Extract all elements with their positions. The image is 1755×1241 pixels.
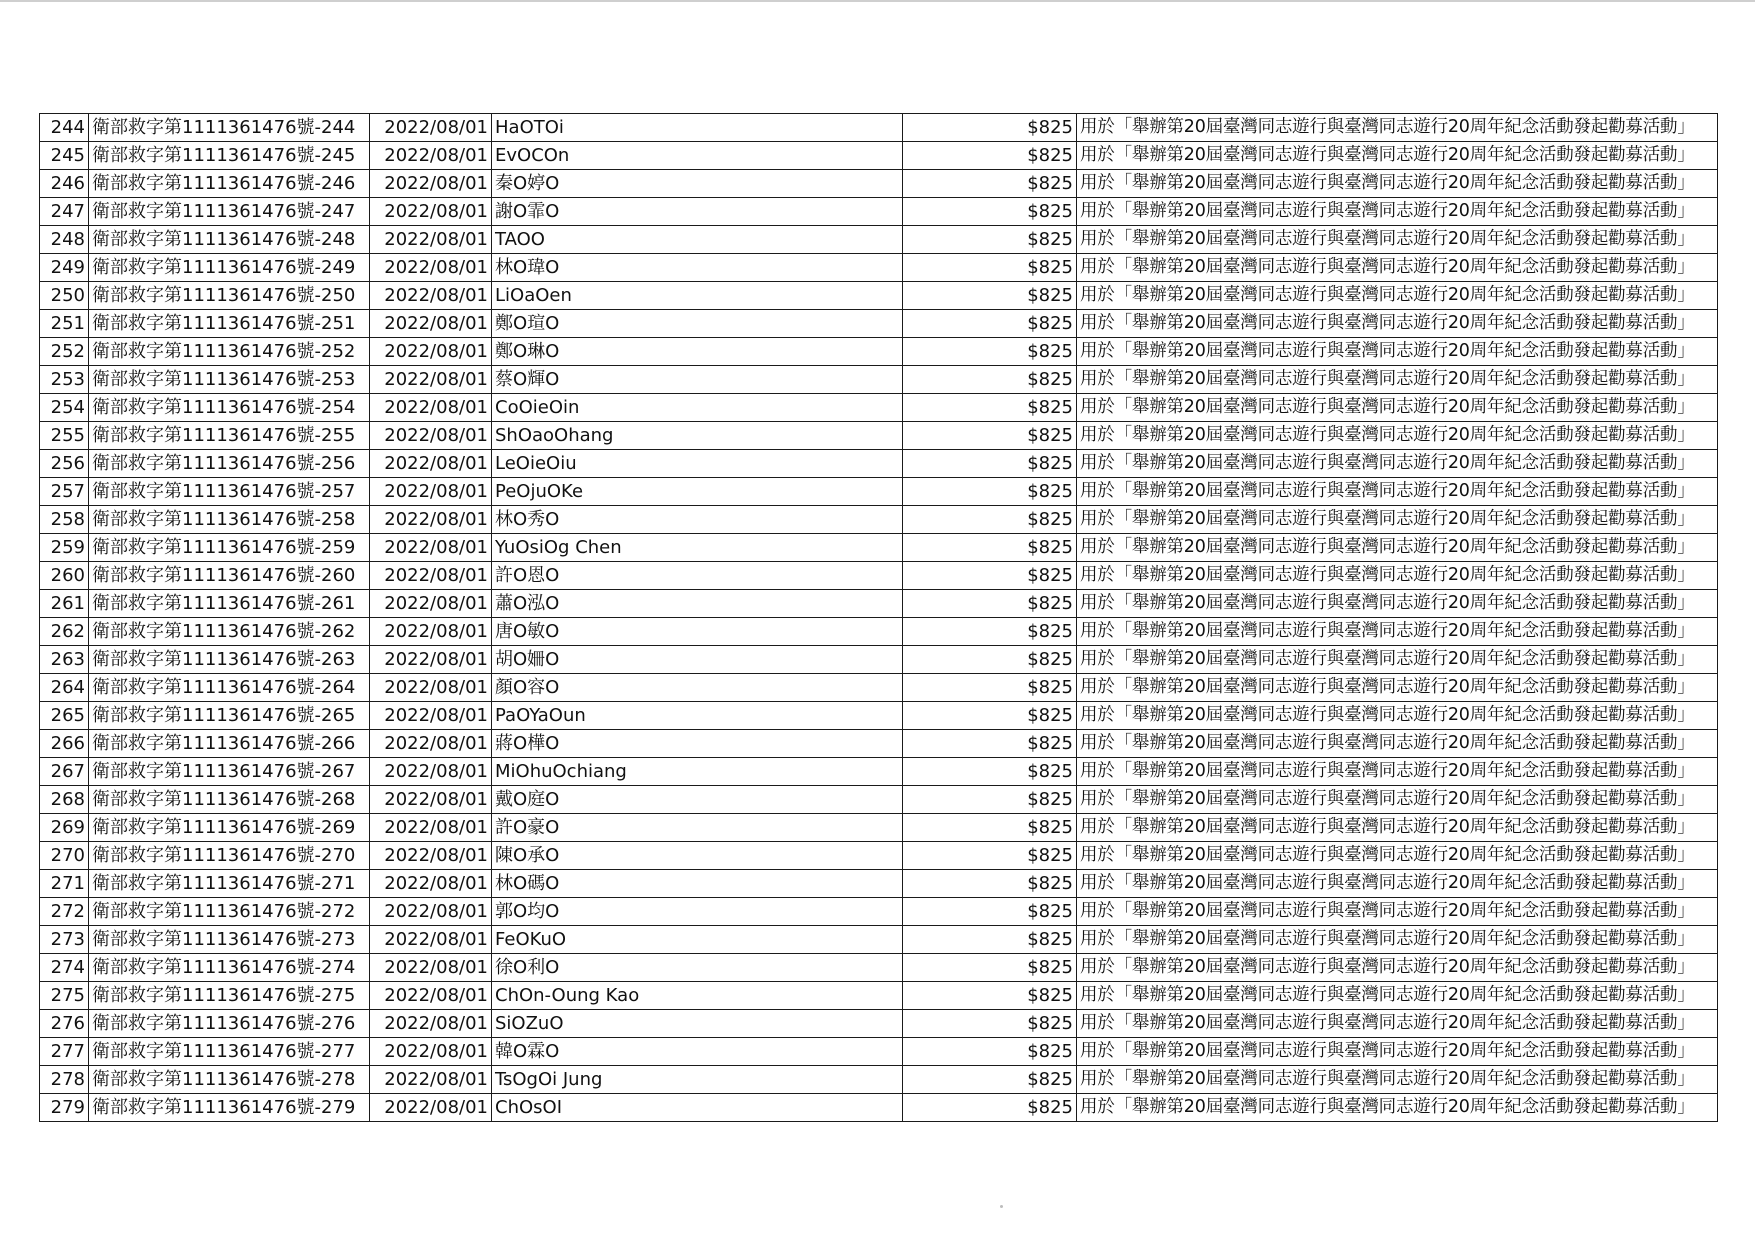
amount-cell: $825	[903, 926, 1077, 954]
donation-receipt-table	[39, 113, 1718, 1122]
sequence-number-cell: 263	[40, 646, 89, 674]
sequence-number-cell: 260	[40, 562, 89, 590]
date-cell: 2022/08/01	[370, 590, 492, 618]
date-cell: 2022/08/01	[370, 814, 492, 842]
purpose-cell: 用於「舉辦第20屆臺灣同志遊行與臺灣同志遊行20周年紀念活動發起勸募活動」	[1077, 394, 1718, 422]
date-cell: 2022/08/01	[370, 478, 492, 506]
table-row	[40, 674, 1718, 702]
amount-cell: $825	[903, 842, 1077, 870]
purpose-cell: 用於「舉辦第20屆臺灣同志遊行與臺灣同志遊行20周年紀念活動發起勸募活動」	[1077, 254, 1718, 282]
donor-name-cell: SiOZuO	[492, 1010, 903, 1038]
table-row	[40, 478, 1718, 506]
sequence-number-cell: 271	[40, 870, 89, 898]
table-row	[40, 1094, 1718, 1122]
donor-name-cell: 蔣O樺O	[492, 730, 903, 758]
table-row	[40, 1066, 1718, 1094]
table-row	[40, 1038, 1718, 1066]
amount-cell: $825	[903, 1066, 1077, 1094]
document-number-cell: 衛部救字第1111361476號-251	[89, 310, 370, 338]
amount-cell: $825	[903, 310, 1077, 338]
sequence-number-cell: 244	[40, 114, 89, 142]
document-number-cell: 衛部救字第1111361476號-257	[89, 478, 370, 506]
table-row	[40, 1010, 1718, 1038]
donor-name-cell: 林O瑋O	[492, 254, 903, 282]
table-row	[40, 898, 1718, 926]
amount-cell: $825	[903, 786, 1077, 814]
sequence-number-cell: 278	[40, 1066, 89, 1094]
sequence-number-cell: 276	[40, 1010, 89, 1038]
sequence-number-cell: 275	[40, 982, 89, 1010]
document-number-cell: 衛部救字第1111361476號-278	[89, 1066, 370, 1094]
donor-name-cell: ShOaoOhang	[492, 422, 903, 450]
purpose-cell: 用於「舉辦第20屆臺灣同志遊行與臺灣同志遊行20周年紀念活動發起勸募活動」	[1077, 898, 1718, 926]
amount-cell: $825	[903, 422, 1077, 450]
table-row	[40, 450, 1718, 478]
amount-cell: $825	[903, 254, 1077, 282]
document-number-cell: 衛部救字第1111361476號-261	[89, 590, 370, 618]
donor-name-cell: CoOieOin	[492, 394, 903, 422]
amount-cell: $825	[903, 1010, 1077, 1038]
table-row	[40, 170, 1718, 198]
document-number-cell: 衛部救字第1111361476號-264	[89, 674, 370, 702]
sequence-number-cell: 269	[40, 814, 89, 842]
donor-name-cell: HaOTOi	[492, 114, 903, 142]
amount-cell: $825	[903, 338, 1077, 366]
document-number-cell: 衛部救字第1111361476號-262	[89, 618, 370, 646]
document-number-cell: 衛部救字第1111361476號-250	[89, 282, 370, 310]
sequence-number-cell: 251	[40, 310, 89, 338]
date-cell: 2022/08/01	[370, 506, 492, 534]
amount-cell: $825	[903, 982, 1077, 1010]
purpose-cell: 用於「舉辦第20屆臺灣同志遊行與臺灣同志遊行20周年紀念活動發起勸募活動」	[1077, 198, 1718, 226]
sequence-number-cell: 277	[40, 1038, 89, 1066]
table-row	[40, 870, 1718, 898]
date-cell: 2022/08/01	[370, 758, 492, 786]
purpose-cell: 用於「舉辦第20屆臺灣同志遊行與臺灣同志遊行20周年紀念活動發起勸募活動」	[1077, 282, 1718, 310]
date-cell: 2022/08/01	[370, 954, 492, 982]
date-cell: 2022/08/01	[370, 394, 492, 422]
table-row	[40, 366, 1718, 394]
amount-cell: $825	[903, 114, 1077, 142]
donor-name-cell: 蔡O輝O	[492, 366, 903, 394]
amount-cell: $825	[903, 394, 1077, 422]
sequence-number-cell: 266	[40, 730, 89, 758]
purpose-cell: 用於「舉辦第20屆臺灣同志遊行與臺灣同志遊行20周年紀念活動發起勸募活動」	[1077, 422, 1718, 450]
donor-name-cell: MiOhuOchiang	[492, 758, 903, 786]
document-number-cell: 衛部救字第1111361476號-260	[89, 562, 370, 590]
donor-name-cell: PaOYaOun	[492, 702, 903, 730]
amount-cell: $825	[903, 870, 1077, 898]
sequence-number-cell: 245	[40, 142, 89, 170]
amount-cell: $825	[903, 674, 1077, 702]
donor-name-cell: YuOsiOg Chen	[492, 534, 903, 562]
purpose-cell: 用於「舉辦第20屆臺灣同志遊行與臺灣同志遊行20周年紀念活動發起勸募活動」	[1077, 646, 1718, 674]
sequence-number-cell: 252	[40, 338, 89, 366]
table-row	[40, 646, 1718, 674]
donor-name-cell: ChOsOI	[492, 1094, 903, 1122]
sequence-number-cell: 253	[40, 366, 89, 394]
document-number-cell: 衛部救字第1111361476號-259	[89, 534, 370, 562]
document-number-cell: 衛部救字第1111361476號-246	[89, 170, 370, 198]
amount-cell: $825	[903, 1094, 1077, 1122]
purpose-cell: 用於「舉辦第20屆臺灣同志遊行與臺灣同志遊行20周年紀念活動發起勸募活動」	[1077, 450, 1718, 478]
table-row	[40, 114, 1718, 142]
document-number-cell: 衛部救字第1111361476號-276	[89, 1010, 370, 1038]
amount-cell: $825	[903, 590, 1077, 618]
table-row	[40, 506, 1718, 534]
table-row	[40, 842, 1718, 870]
donor-name-cell: LeOieOiu	[492, 450, 903, 478]
document-number-cell: 衛部救字第1111361476號-272	[89, 898, 370, 926]
table-row	[40, 702, 1718, 730]
amount-cell: $825	[903, 562, 1077, 590]
amount-cell: $825	[903, 170, 1077, 198]
document-number-cell: 衛部救字第1111361476號-275	[89, 982, 370, 1010]
purpose-cell: 用於「舉辦第20屆臺灣同志遊行與臺灣同志遊行20周年紀念活動發起勸募活動」	[1077, 1038, 1718, 1066]
document-number-cell: 衛部救字第1111361476號-248	[89, 226, 370, 254]
document-number-cell: 衛部救字第1111361476號-279	[89, 1094, 370, 1122]
sequence-number-cell: 264	[40, 674, 89, 702]
document-number-cell: 衛部救字第1111361476號-270	[89, 842, 370, 870]
purpose-cell: 用於「舉辦第20屆臺灣同志遊行與臺灣同志遊行20周年紀念活動發起勸募活動」	[1077, 506, 1718, 534]
date-cell: 2022/08/01	[370, 1066, 492, 1094]
amount-cell: $825	[903, 534, 1077, 562]
table-row	[40, 198, 1718, 226]
sequence-number-cell: 272	[40, 898, 89, 926]
amount-cell: $825	[903, 198, 1077, 226]
donor-name-cell: 鄭O琳O	[492, 338, 903, 366]
table-row	[40, 226, 1718, 254]
purpose-cell: 用於「舉辦第20屆臺灣同志遊行與臺灣同志遊行20周年紀念活動發起勸募活動」	[1077, 366, 1718, 394]
donor-name-cell: 唐O敏O	[492, 618, 903, 646]
donor-name-cell: 戴O庭O	[492, 786, 903, 814]
document-number-cell: 衛部救字第1111361476號-273	[89, 926, 370, 954]
donor-name-cell: 陳O承O	[492, 842, 903, 870]
purpose-cell: 用於「舉辦第20屆臺灣同志遊行與臺灣同志遊行20周年紀念活動發起勸募活動」	[1077, 1010, 1718, 1038]
purpose-cell: 用於「舉辦第20屆臺灣同志遊行與臺灣同志遊行20周年紀念活動發起勸募活動」	[1077, 338, 1718, 366]
amount-cell: $825	[903, 1038, 1077, 1066]
purpose-cell: 用於「舉辦第20屆臺灣同志遊行與臺灣同志遊行20周年紀念活動發起勸募活動」	[1077, 310, 1718, 338]
donor-name-cell: 徐O利O	[492, 954, 903, 982]
donor-name-cell: LiOaOen	[492, 282, 903, 310]
donor-name-cell: 胡O姍O	[492, 646, 903, 674]
amount-cell: $825	[903, 142, 1077, 170]
date-cell: 2022/08/01	[370, 142, 492, 170]
sequence-number-cell: 256	[40, 450, 89, 478]
purpose-cell: 用於「舉辦第20屆臺灣同志遊行與臺灣同志遊行20周年紀念活動發起勸募活動」	[1077, 590, 1718, 618]
table-row	[40, 254, 1718, 282]
amount-cell: $825	[903, 450, 1077, 478]
table-row	[40, 786, 1718, 814]
date-cell: 2022/08/01	[370, 198, 492, 226]
amount-cell: $825	[903, 646, 1077, 674]
purpose-cell: 用於「舉辦第20屆臺灣同志遊行與臺灣同志遊行20周年紀念活動發起勸募活動」	[1077, 842, 1718, 870]
amount-cell: $825	[903, 730, 1077, 758]
date-cell: 2022/08/01	[370, 114, 492, 142]
sequence-number-cell: 270	[40, 842, 89, 870]
date-cell: 2022/08/01	[370, 254, 492, 282]
document-number-cell: 衛部救字第1111361476號-271	[89, 870, 370, 898]
sequence-number-cell: 268	[40, 786, 89, 814]
date-cell: 2022/08/01	[370, 926, 492, 954]
sequence-number-cell: 248	[40, 226, 89, 254]
sequence-number-cell: 267	[40, 758, 89, 786]
date-cell: 2022/08/01	[370, 562, 492, 590]
amount-cell: $825	[903, 814, 1077, 842]
sequence-number-cell: 254	[40, 394, 89, 422]
table-row	[40, 618, 1718, 646]
purpose-cell: 用於「舉辦第20屆臺灣同志遊行與臺灣同志遊行20周年紀念活動發起勸募活動」	[1077, 226, 1718, 254]
date-cell: 2022/08/01	[370, 366, 492, 394]
date-cell: 2022/08/01	[370, 310, 492, 338]
sequence-number-cell: 279	[40, 1094, 89, 1122]
donor-name-cell: PeOjuOKe	[492, 478, 903, 506]
date-cell: 2022/08/01	[370, 982, 492, 1010]
donor-name-cell: 許O豪O	[492, 814, 903, 842]
date-cell: 2022/08/01	[370, 450, 492, 478]
date-cell: 2022/08/01	[370, 226, 492, 254]
sequence-number-cell: 262	[40, 618, 89, 646]
table-row	[40, 730, 1718, 758]
sequence-number-cell: 247	[40, 198, 89, 226]
document-number-cell: 衛部救字第1111361476號-267	[89, 758, 370, 786]
purpose-cell: 用於「舉辦第20屆臺灣同志遊行與臺灣同志遊行20周年紀念活動發起勸募活動」	[1077, 870, 1718, 898]
table-row	[40, 534, 1718, 562]
amount-cell: $825	[903, 954, 1077, 982]
table-row	[40, 282, 1718, 310]
amount-cell: $825	[903, 226, 1077, 254]
purpose-cell: 用於「舉辦第20屆臺灣同志遊行與臺灣同志遊行20周年紀念活動發起勸募活動」	[1077, 786, 1718, 814]
table-row	[40, 422, 1718, 450]
donor-name-cell: 林O秀O	[492, 506, 903, 534]
amount-cell: $825	[903, 758, 1077, 786]
document-number-cell: 衛部救字第1111361476號-265	[89, 702, 370, 730]
date-cell: 2022/08/01	[370, 422, 492, 450]
purpose-cell: 用於「舉辦第20屆臺灣同志遊行與臺灣同志遊行20周年紀念活動發起勸募活動」	[1077, 142, 1718, 170]
donor-name-cell: TsOgOi Jung	[492, 1066, 903, 1094]
document-number-cell: 衛部救字第1111361476號-263	[89, 646, 370, 674]
donor-name-cell: FeOKuO	[492, 926, 903, 954]
sequence-number-cell: 273	[40, 926, 89, 954]
document-number-cell: 衛部救字第1111361476號-252	[89, 338, 370, 366]
purpose-cell: 用於「舉辦第20屆臺灣同志遊行與臺灣同志遊行20周年紀念活動發起勸募活動」	[1077, 814, 1718, 842]
table-row	[40, 338, 1718, 366]
date-cell: 2022/08/01	[370, 1010, 492, 1038]
document-number-cell: 衛部救字第1111361476號-277	[89, 1038, 370, 1066]
table-row	[40, 562, 1718, 590]
table-row	[40, 758, 1718, 786]
document-number-cell: 衛部救字第1111361476號-244	[89, 114, 370, 142]
donor-name-cell: EvOCOn	[492, 142, 903, 170]
amount-cell: $825	[903, 618, 1077, 646]
date-cell: 2022/08/01	[370, 534, 492, 562]
document-number-cell: 衛部救字第1111361476號-268	[89, 786, 370, 814]
purpose-cell: 用於「舉辦第20屆臺灣同志遊行與臺灣同志遊行20周年紀念活動發起勸募活動」	[1077, 702, 1718, 730]
document-number-cell: 衛部救字第1111361476號-274	[89, 954, 370, 982]
document-number-cell: 衛部救字第1111361476號-254	[89, 394, 370, 422]
sequence-number-cell: 255	[40, 422, 89, 450]
donor-name-cell: ChOn-Oung Kao	[492, 982, 903, 1010]
sequence-number-cell: 265	[40, 702, 89, 730]
document-number-cell: 衛部救字第1111361476號-245	[89, 142, 370, 170]
donor-name-cell: TAOO	[492, 226, 903, 254]
purpose-cell: 用於「舉辦第20屆臺灣同志遊行與臺灣同志遊行20周年紀念活動發起勸募活動」	[1077, 758, 1718, 786]
donor-name-cell: 許O恩O	[492, 562, 903, 590]
scan-artifact-dot	[1000, 1205, 1003, 1208]
table-row	[40, 982, 1718, 1010]
purpose-cell: 用於「舉辦第20屆臺灣同志遊行與臺灣同志遊行20周年紀念活動發起勸募活動」	[1077, 926, 1718, 954]
purpose-cell: 用於「舉辦第20屆臺灣同志遊行與臺灣同志遊行20周年紀念活動發起勸募活動」	[1077, 562, 1718, 590]
date-cell: 2022/08/01	[370, 730, 492, 758]
amount-cell: $825	[903, 506, 1077, 534]
sequence-number-cell: 250	[40, 282, 89, 310]
table-row	[40, 926, 1718, 954]
date-cell: 2022/08/01	[370, 870, 492, 898]
donor-name-cell: 顏O容O	[492, 674, 903, 702]
purpose-cell: 用於「舉辦第20屆臺灣同志遊行與臺灣同志遊行20周年紀念活動發起勸募活動」	[1077, 170, 1718, 198]
sequence-number-cell: 274	[40, 954, 89, 982]
amount-cell: $825	[903, 478, 1077, 506]
page-top-border	[0, 0, 1755, 2]
date-cell: 2022/08/01	[370, 338, 492, 366]
sequence-number-cell: 258	[40, 506, 89, 534]
document-number-cell: 衛部救字第1111361476號-258	[89, 506, 370, 534]
donor-name-cell: 郭O均O	[492, 898, 903, 926]
sequence-number-cell: 249	[40, 254, 89, 282]
table-row	[40, 954, 1718, 982]
date-cell: 2022/08/01	[370, 170, 492, 198]
amount-cell: $825	[903, 366, 1077, 394]
table-body	[40, 114, 1718, 1122]
date-cell: 2022/08/01	[370, 646, 492, 674]
sequence-number-cell: 259	[40, 534, 89, 562]
document-number-cell: 衛部救字第1111361476號-249	[89, 254, 370, 282]
amount-cell: $825	[903, 898, 1077, 926]
donor-name-cell: 鄭O瑄O	[492, 310, 903, 338]
date-cell: 2022/08/01	[370, 842, 492, 870]
date-cell: 2022/08/01	[370, 1094, 492, 1122]
purpose-cell: 用於「舉辦第20屆臺灣同志遊行與臺灣同志遊行20周年紀念活動發起勸募活動」	[1077, 478, 1718, 506]
purpose-cell: 用於「舉辦第20屆臺灣同志遊行與臺灣同志遊行20周年紀念活動發起勸募活動」	[1077, 1094, 1718, 1122]
document-number-cell: 衛部救字第1111361476號-253	[89, 366, 370, 394]
document-number-cell: 衛部救字第1111361476號-266	[89, 730, 370, 758]
purpose-cell: 用於「舉辦第20屆臺灣同志遊行與臺灣同志遊行20周年紀念活動發起勸募活動」	[1077, 534, 1718, 562]
purpose-cell: 用於「舉辦第20屆臺灣同志遊行與臺灣同志遊行20周年紀念活動發起勸募活動」	[1077, 1066, 1718, 1094]
table-row	[40, 590, 1718, 618]
donor-name-cell: 秦O婷O	[492, 170, 903, 198]
donor-name-cell: 謝O霏O	[492, 198, 903, 226]
date-cell: 2022/08/01	[370, 702, 492, 730]
purpose-cell: 用於「舉辦第20屆臺灣同志遊行與臺灣同志遊行20周年紀念活動發起勸募活動」	[1077, 618, 1718, 646]
table-row	[40, 814, 1718, 842]
date-cell: 2022/08/01	[370, 674, 492, 702]
donor-name-cell: 韓O霖O	[492, 1038, 903, 1066]
table-row	[40, 142, 1718, 170]
donor-name-cell: 林O碼O	[492, 870, 903, 898]
amount-cell: $825	[903, 702, 1077, 730]
donor-name-cell: 蕭O泓O	[492, 590, 903, 618]
document-number-cell: 衛部救字第1111361476號-255	[89, 422, 370, 450]
sequence-number-cell: 261	[40, 590, 89, 618]
table-row	[40, 310, 1718, 338]
date-cell: 2022/08/01	[370, 1038, 492, 1066]
amount-cell: $825	[903, 282, 1077, 310]
purpose-cell: 用於「舉辦第20屆臺灣同志遊行與臺灣同志遊行20周年紀念活動發起勸募活動」	[1077, 954, 1718, 982]
document-number-cell: 衛部救字第1111361476號-269	[89, 814, 370, 842]
date-cell: 2022/08/01	[370, 282, 492, 310]
purpose-cell: 用於「舉辦第20屆臺灣同志遊行與臺灣同志遊行20周年紀念活動發起勸募活動」	[1077, 730, 1718, 758]
document-number-cell: 衛部救字第1111361476號-256	[89, 450, 370, 478]
purpose-cell: 用於「舉辦第20屆臺灣同志遊行與臺灣同志遊行20周年紀念活動發起勸募活動」	[1077, 114, 1718, 142]
sequence-number-cell: 257	[40, 478, 89, 506]
document-number-cell: 衛部救字第1111361476號-247	[89, 198, 370, 226]
purpose-cell: 用於「舉辦第20屆臺灣同志遊行與臺灣同志遊行20周年紀念活動發起勸募活動」	[1077, 674, 1718, 702]
date-cell: 2022/08/01	[370, 786, 492, 814]
sequence-number-cell: 246	[40, 170, 89, 198]
table-row	[40, 394, 1718, 422]
purpose-cell: 用於「舉辦第20屆臺灣同志遊行與臺灣同志遊行20周年紀念活動發起勸募活動」	[1077, 982, 1718, 1010]
date-cell: 2022/08/01	[370, 618, 492, 646]
date-cell: 2022/08/01	[370, 898, 492, 926]
